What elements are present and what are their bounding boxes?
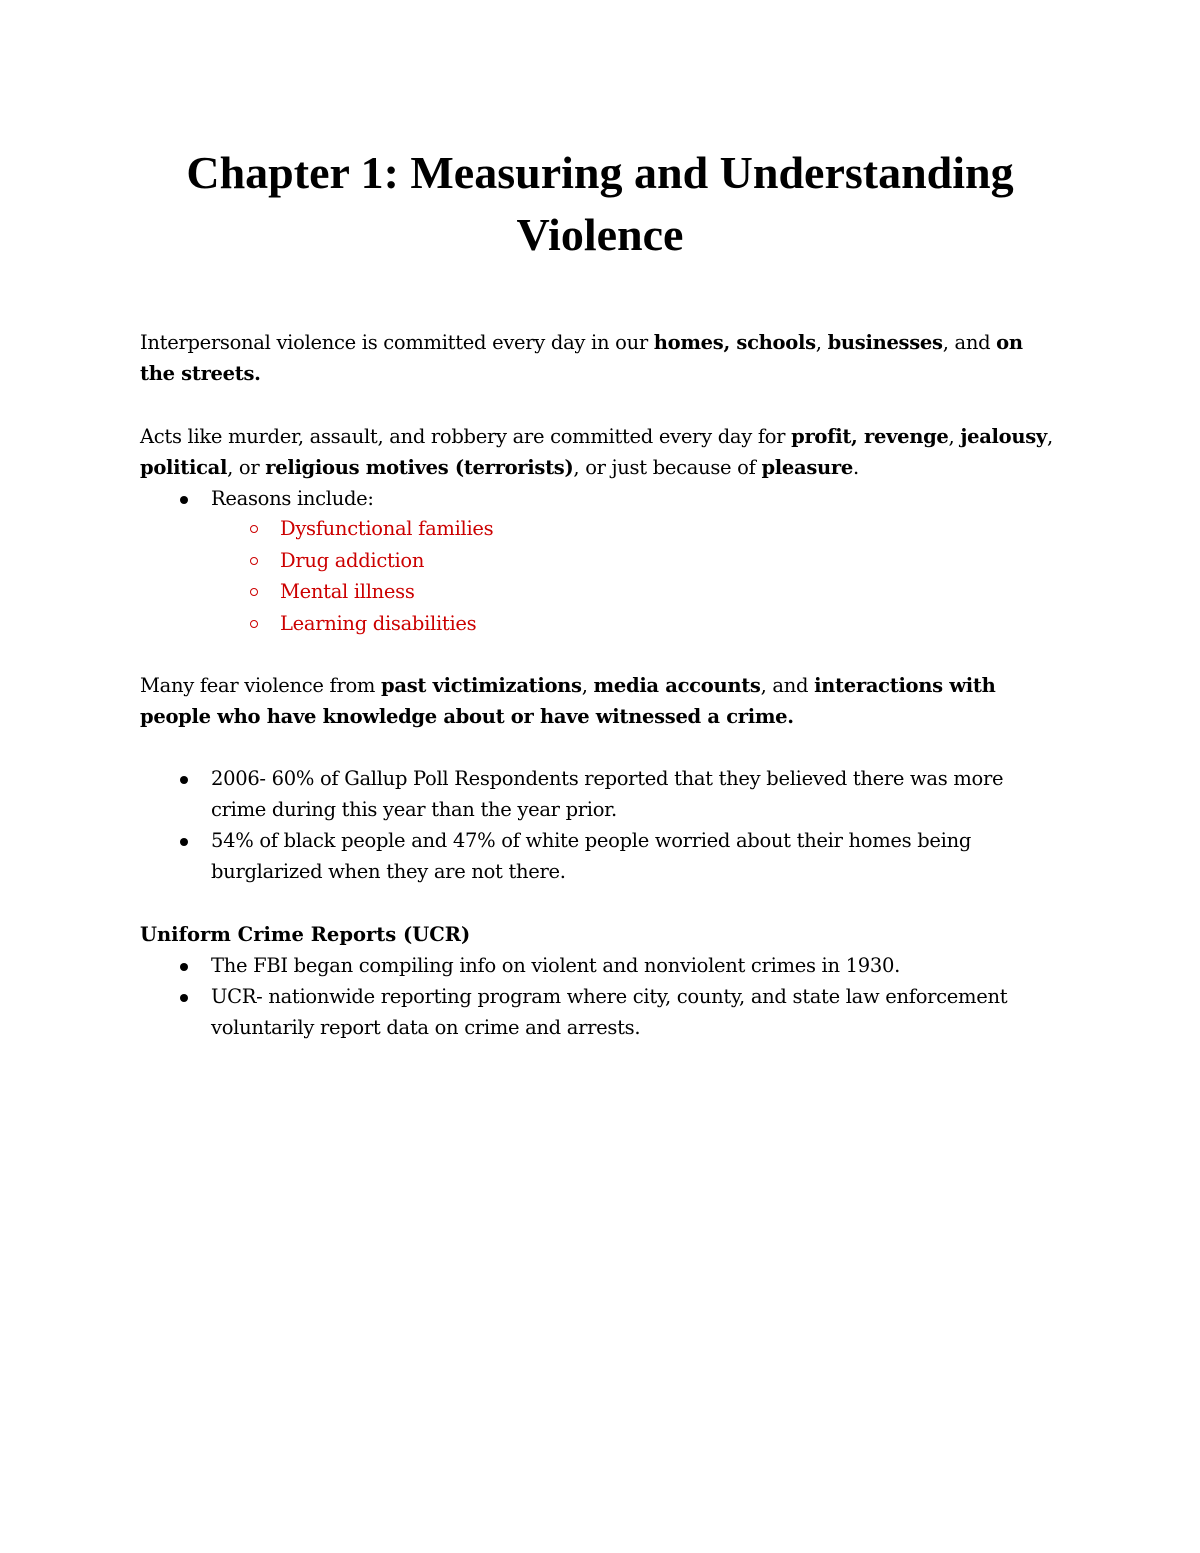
reasons-list [140, 483, 1060, 514]
list-item [140, 608, 1060, 640]
motives-paragraph [140, 421, 1060, 483]
text-run: , [581, 674, 594, 697]
fear-paragraph [140, 670, 1060, 732]
list-item [140, 576, 1060, 608]
bold-run: businesses [827, 331, 943, 354]
text-run: . [852, 456, 859, 479]
list-item [140, 825, 1060, 887]
text-run: Many fear violence from [140, 674, 382, 697]
bullet-icon [180, 496, 188, 504]
ucr-text: UCR- nationwide reporting program where city, county, and state law enforcement voluntarily report data on crime and arrests. [211, 985, 1008, 1039]
reasons-label: Reasons include: [211, 487, 374, 510]
bold-run: interactions with people who have knowledge about or have witnessed a crime. [140, 674, 996, 728]
text-run: , or just because of [573, 456, 762, 479]
reason-text: Dysfunctional families [280, 517, 494, 540]
bold-run: homes, schools [653, 331, 816, 354]
text-run: , or [227, 456, 266, 479]
ucr-list [140, 950, 1060, 1043]
text-run: Acts like murder, assault, and robbery are committed every day for [140, 425, 792, 448]
bold-run: on the streets. [140, 331, 1023, 385]
text-run: , [1046, 425, 1053, 448]
text-run: , [815, 331, 828, 354]
reason-text: Learning disabilities [280, 611, 477, 635]
bold-run: profit, revenge [791, 425, 949, 448]
stats-list [140, 763, 1060, 887]
text-run: , [948, 425, 961, 448]
hollow-bullet-icon [250, 557, 258, 565]
list-item [140, 545, 1060, 577]
bold-run: political [140, 456, 228, 479]
bullet-icon [180, 994, 188, 1002]
text-run: , and [942, 331, 997, 354]
bullet-icon [180, 776, 188, 784]
hollow-bullet-icon [250, 588, 258, 596]
stat-text: 54% of black people and 47% of white people worried about their homes being burglarized when they are not there. [211, 829, 972, 883]
list-item [140, 483, 1060, 514]
ucr-heading: Uniform Crime Reports (UCR) [140, 923, 471, 946]
reasons-sublist [140, 513, 1060, 639]
list-item [140, 513, 1060, 545]
bold-run: media accounts [593, 674, 761, 697]
text-run: , and [760, 674, 815, 697]
intro-paragraph [140, 327, 1060, 389]
bold-run: jealousy [960, 425, 1047, 448]
list-item [140, 950, 1060, 981]
bold-run: pleasure [761, 456, 853, 479]
stat-text: 2006- 60% of Gallup Poll Respondents reported that they believed there was more crime during this year than the year prior. [211, 767, 1004, 821]
reason-text: Drug addiction [280, 548, 425, 572]
bold-run: past victimizations [381, 674, 582, 697]
hollow-bullet-icon [250, 620, 258, 628]
text-run: Interpersonal violence is committed every day in our [140, 331, 654, 354]
bold-run: religious motives (terrorists) [265, 456, 574, 479]
bullet-icon [180, 963, 188, 971]
page-title: Chapter 1: Measuring and Understanding Violence [186, 147, 1014, 260]
list-item [140, 981, 1060, 1043]
list-item [140, 763, 1060, 825]
ucr-text: The FBI began compiling info on violent and nonviolent crimes in 1930. [211, 954, 900, 977]
reason-text: Mental illness [280, 580, 415, 603]
hollow-bullet-icon [250, 525, 258, 533]
bullet-icon [180, 838, 188, 846]
